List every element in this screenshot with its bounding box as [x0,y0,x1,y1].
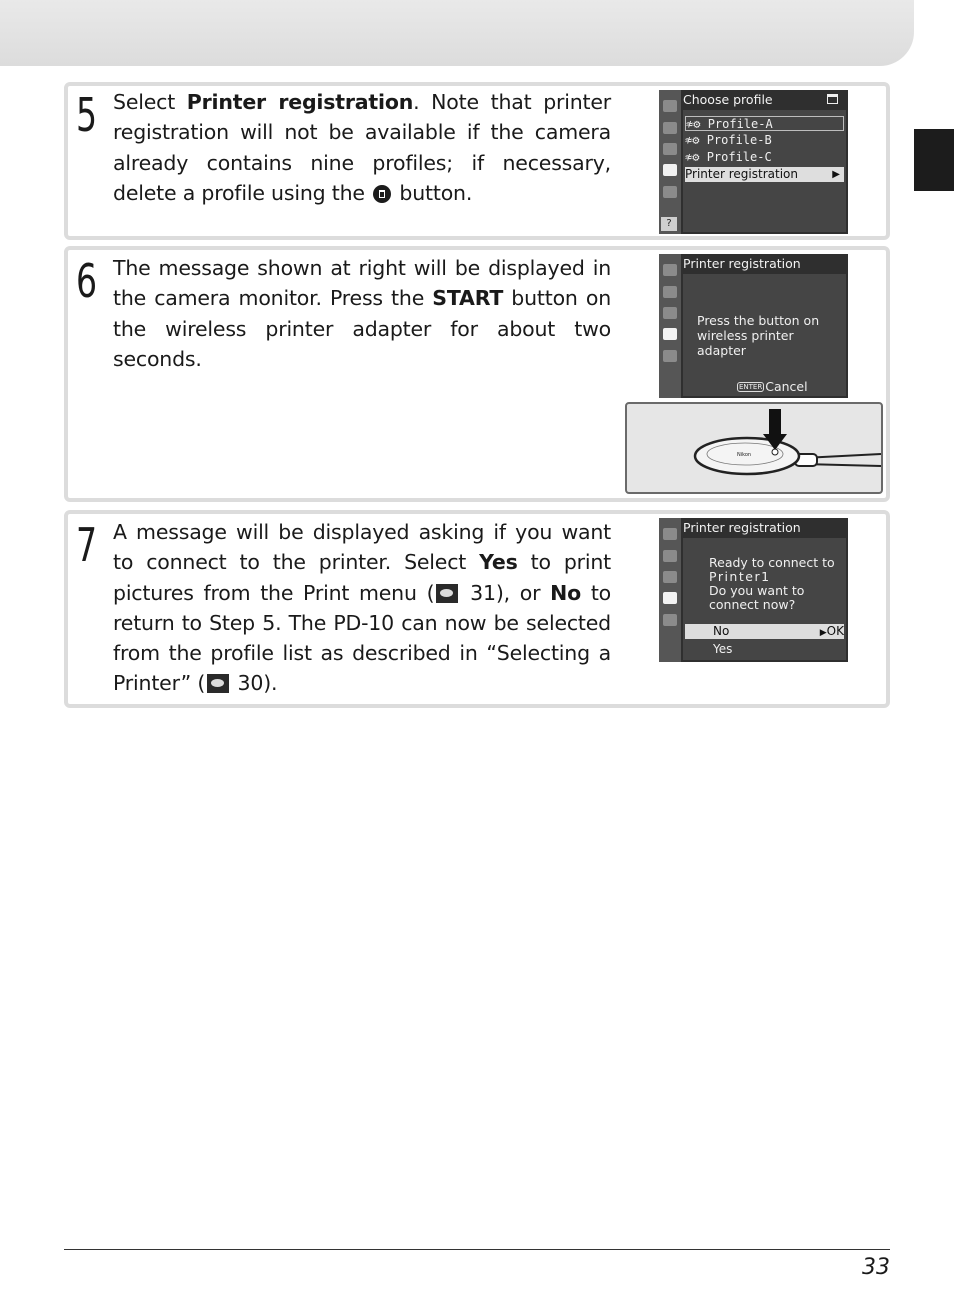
start-button-label: START [432,286,504,311]
dialog-line: Do you want to [709,583,805,598]
page-reference-icon [436,584,458,603]
shooting-icon [663,122,677,134]
yes-label: Yes [479,550,518,575]
adapter-drawing [627,404,881,492]
step-5-text: Select Printer registration. Note that printer registration will not be available if the camera already contains nine profiles; if necessary, delete a profile using the button. [113,90,611,205]
enter-button-icon: ENTER [739,383,763,391]
setup-wrench-icon [663,328,677,340]
page-reference-icon [207,674,229,693]
custom-settings-icon [663,143,677,155]
step-7-box [64,510,890,708]
step-number: 7 [76,518,98,572]
option-yes[interactable]: Yes [713,642,733,656]
setup-wrench-icon [663,592,677,604]
screen-title: Printer registration [683,256,801,271]
custom-settings-icon [663,571,677,583]
playback-icon [663,264,677,276]
camera-screen-choose-profile [659,90,848,234]
chapter-tab [914,129,954,191]
menu-list [683,110,846,232]
dialog-area [683,538,846,660]
step-7-text: A message will be displayed asking if you want to connect to the printer. Select Yes to print pictures from the Print menu ( 31), or No to return to Step 5. The PD-10 can now be selected from the profile list as described in “Selecting a Printer” ( 30). [113,520,611,696]
screen-title: Printer registration [683,520,801,535]
page-number: 33 [862,1255,890,1280]
menu-rail [659,518,681,662]
help-icon: ? [661,217,677,231]
step-6-text: The message shown at right will be displayed in the camera monitor. Press the START button on the wireless printer adapter for about two seconds. [113,256,611,371]
step-5-box [64,82,890,240]
print-icon [827,94,838,104]
screen-title: Choose profile [683,92,773,107]
printer-registration-label: Printer registration [186,90,414,114]
dialog-line: Ready to connect to [709,555,835,570]
cancel-hint[interactable]: ENTER Cancel [739,379,808,394]
arrow-right-icon: ▶ [819,628,827,638]
camera-screen-registration [659,254,848,398]
step-number: 5 [76,88,98,142]
message-line: wireless printer adapter [697,328,794,358]
playback-icon [663,528,677,540]
setup-wrench-icon [663,164,677,176]
option-no[interactable]: No [685,624,844,639]
recent-settings-icon [663,614,677,626]
no-label: No [550,580,582,605]
printer-adapter-illustration [625,402,883,494]
playback-icon [663,100,677,112]
message-area [683,274,846,396]
recent-settings-icon [663,350,677,362]
shooting-icon [663,286,677,298]
delete-button-icon [373,185,391,203]
profile-a-item[interactable]: ≉⚙ Profile-A [685,116,844,131]
press-arrow-icon [769,409,781,437]
profile-b-item[interactable]: ≉⚙ Profile-B [685,133,772,147]
shooting-icon [663,550,677,562]
brand-label: Nikon [737,452,752,458]
printer-registration-item[interactable]: Printer registration ▶ [685,167,844,182]
custom-settings-icon [663,307,677,319]
header-band [0,0,914,66]
step-number: 6 [76,254,98,308]
menu-rail [659,254,681,398]
ok-hint: ▶OK [819,624,844,638]
profile-c-item[interactable]: ≉⚙ Profile-C [685,150,772,164]
menu-rail [659,90,681,234]
footer-rule [64,1249,890,1250]
camera-screen-connect [659,518,848,662]
dialog-line: connect now? [709,597,796,612]
dialog-line: Printer1 [709,569,771,584]
arrow-right-icon: ▶ [832,169,840,180]
message-line: Press the button on [697,313,820,328]
recent-settings-icon [663,186,677,198]
